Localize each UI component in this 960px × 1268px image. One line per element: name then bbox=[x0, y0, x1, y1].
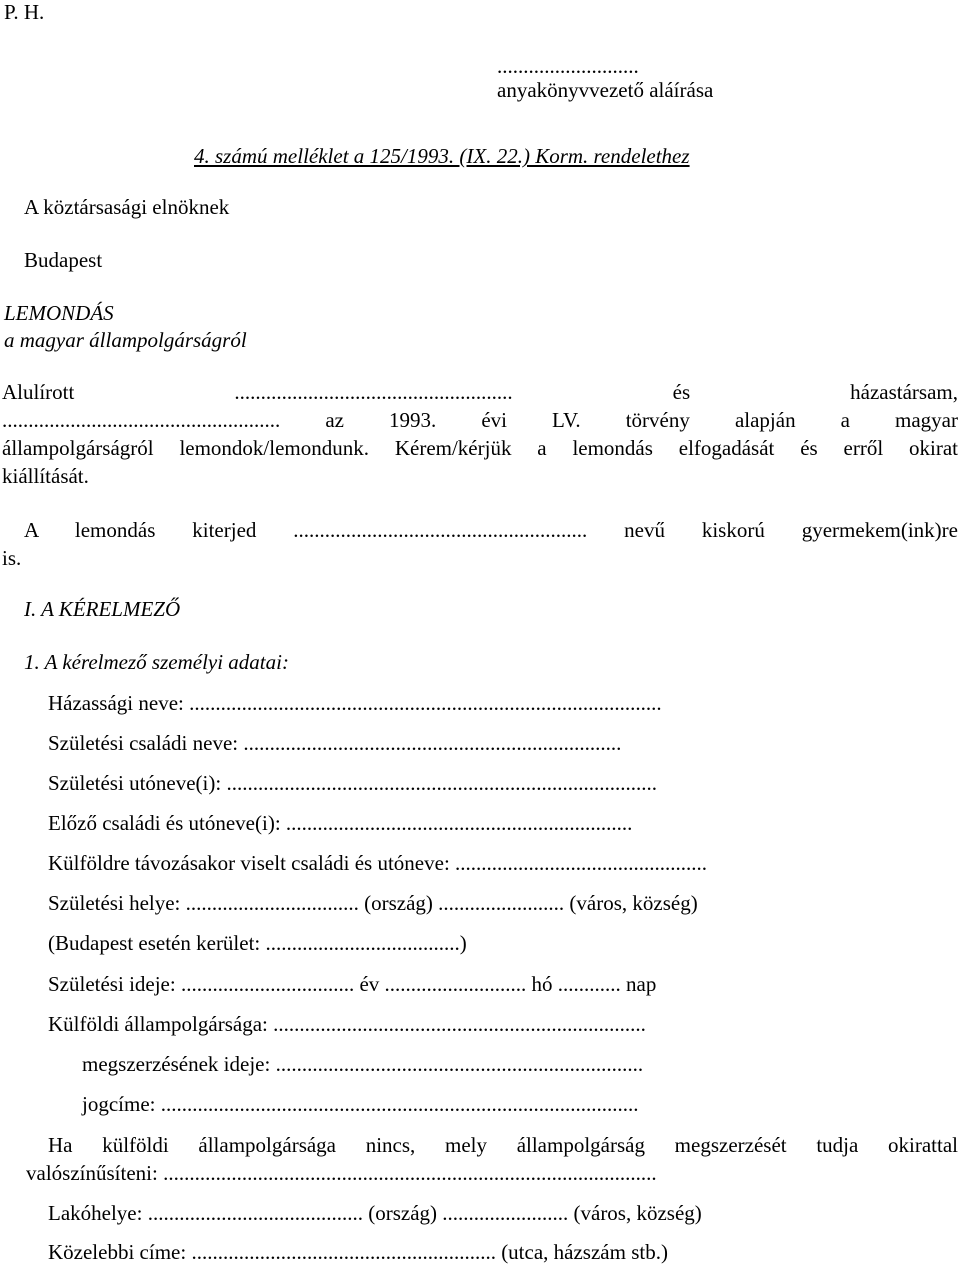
intro-line-2: ..................................................... az 1993. évi LV. törvény alapján a magyar bbox=[2, 408, 958, 432]
intro-line-1: Alulírott ..................................................... és házastársam, bbox=[2, 380, 958, 404]
field-birth-date: Születési ideje: ................................. év ........................... hó ............ nap bbox=[48, 972, 657, 996]
field-birth-family-name: Születési családi neve: ........................................................................ bbox=[48, 731, 622, 755]
intro-line-4: kiállítását. bbox=[2, 464, 89, 488]
document-title: LEMONDÁS bbox=[4, 301, 114, 325]
extension-line-1: A lemondás kiterjed ........................................................ nevű kiskorú gyermekem(ink)re bbox=[24, 518, 958, 542]
field-foreign-citizenship: Külföldi állampolgársága: ....................................................................... bbox=[48, 1012, 646, 1036]
field-birth-given-name: Születési utóneve(i): .................................................................................. bbox=[48, 771, 657, 795]
addressee-title: A köztársasági elnöknek bbox=[24, 195, 230, 219]
document-subtitle: a magyar állampolgárságról bbox=[4, 328, 247, 352]
extension-line-2: is. bbox=[2, 546, 22, 570]
field-address: Közelebbi címe: .......................................................... (utca, házszám stb.) bbox=[48, 1240, 668, 1264]
field-acquisition-date: megszerzésének ideje: ...................................................................... bbox=[82, 1052, 644, 1076]
field-budapest-district: (Budapest esetén kerület: .....................................) bbox=[48, 931, 467, 955]
field-previous-name: Előző családi és utóneve(i): .................................................................. bbox=[48, 811, 633, 835]
signature-label: anyakönyvvezető aláírása bbox=[497, 78, 714, 102]
no-citizenship-line-1: Ha külföldi állampolgársága nincs, mely állampolgárság megszerzését tudja okirattal bbox=[48, 1133, 958, 1157]
intro-line-3: állampolgárságról lemondok/lemondunk. Kérem/kérjük a lemondás elfogadását és erről okirat bbox=[2, 436, 958, 460]
field-legal-title: jogcíme: ........................................................................................... bbox=[82, 1092, 639, 1116]
addressee-city: Budapest bbox=[24, 248, 103, 272]
field-birthplace: Születési helye: ................................. (ország) ........................ (város, község) bbox=[48, 891, 698, 915]
pecset-helye: P. H. bbox=[4, 0, 45, 24]
no-citizenship-line-2: valószínűsíteni: .............................................................................................. bbox=[26, 1161, 657, 1185]
section-heading: I. A KÉRELMEZŐ bbox=[24, 597, 181, 621]
signature-line: ........................... bbox=[497, 54, 639, 78]
annex-reference: 4. számú melléklet a 125/1993. (IX. 22.) Korm. rendelethez bbox=[194, 144, 690, 168]
field-name-abroad: Külföldre távozásakor viselt családi és utóneve: ................................................ bbox=[48, 851, 708, 875]
field-married-name: Házassági neve: .......................................................................................... bbox=[48, 691, 662, 715]
field-residence: Lakóhelye: ......................................... (ország) ........................ (város, község) bbox=[48, 1201, 702, 1225]
section-subheading: 1. A kérelmező személyi adatai: bbox=[24, 650, 289, 674]
